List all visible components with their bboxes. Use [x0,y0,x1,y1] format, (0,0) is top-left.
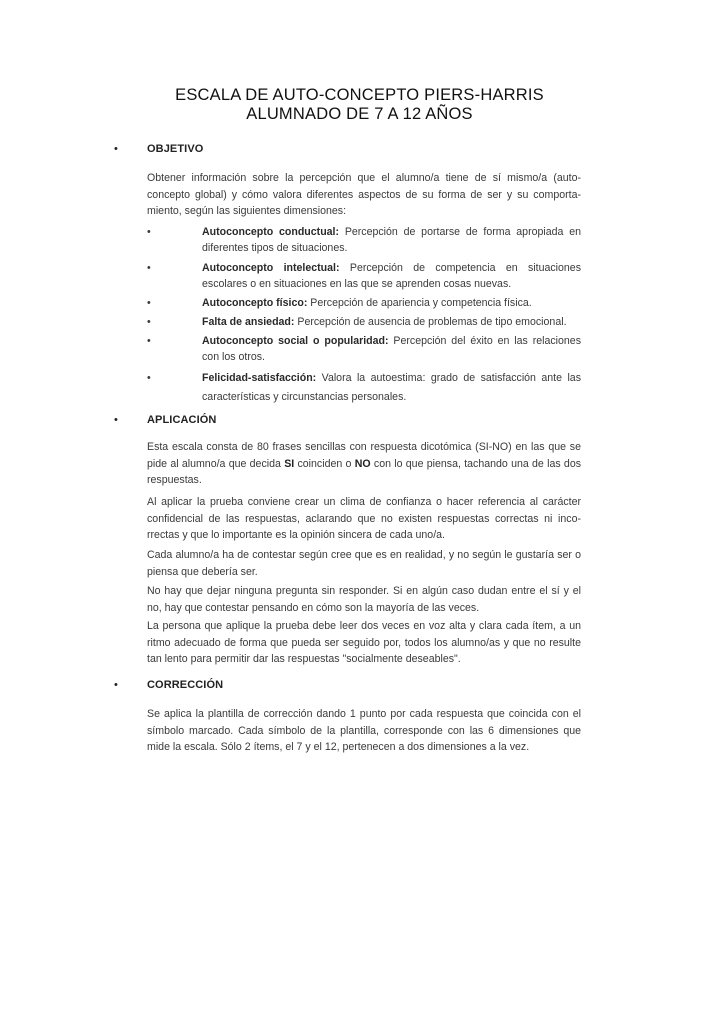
correccion-paragraph: Se aplica la plantilla de corrección dando 1 punto por cada respuesta que coincida con el símbolo marcado. Cada símbolo de la plantilla, corresponde con las 6 dimensiones que mide la escala. Sólo 2 ítems, el 7 y el 12, pertenecen a dos dimensiones a la vez. [147,708,581,754]
dimension-text: Percepción de portarse de forma apropiada en diferentes tipos de situaciones. [202,226,581,254]
bullet-icon: • [147,262,151,274]
bullet-icon: • [147,297,151,309]
dimension-text: Percepción de competencia en situaciones escolares o en situaciones en las que se aprenden cosas nuevas. [202,262,581,290]
aplicacion-paragraph-3: Cada alumno/a ha de contestar según cree que es en realidad, y no según le gustaría ser o piensa que debería ser. [147,549,581,578]
bullet-icon: • [147,316,151,328]
dimension-name: Autoconcepto intelectual: [202,262,340,274]
dimension-text: Percepción de apariencia y competencia física. [307,297,532,309]
aplicacion-paragraph-5: La persona que aplique la prueba debe leer dos veces en voz alta y clara cada ítem, a un ritmo adecuado de forma que pueda ser seguido por, todos los alumno/as y que no resulte tan lento para permitir dar las respuestas "socialmente deseables". [147,620,581,666]
dimension-name: Autoconcepto social o popularidad: [202,335,389,347]
dimension-text: Valora la autoestima: grado de satisfacción ante las características y circunstancias personales. [202,372,581,403]
bullet-icon: • [114,679,118,691]
dimension-text: Percepción del éxito en las relaciones con los otros. [202,335,581,363]
bullet-icon: • [147,372,151,384]
section-heading-correccion [114,679,223,691]
heading-text: CORRECCIÓN [147,679,224,691]
section-heading-objetivo [114,143,203,155]
dimension-item [147,261,581,292]
title-line-2: ALUMNADO DE 7 A 12 AÑOS [246,105,473,123]
aplicacion-paragraph-2: Al aplicar la prueba conviene crear un clima de confianza o hacer referencia al carácter confidencial de las respuestas, aclarando que no existen respuestas correctas ni inco-rrectas y que lo importante es la opinión sincera de cada uno/a. [147,496,581,542]
heading-text: OBJETIVO [147,143,204,155]
section-heading-aplicacion [114,414,216,426]
paragraph-text: con lo que piensa, tachando una de las dos respuestas. [147,457,582,487]
dimension-text: Percepción de ausencia de problemas de tipo emocional. [294,316,567,328]
paragraph-text: coinciden o [294,457,355,470]
bullet-icon: • [147,226,151,238]
aplicacion-paragraph-1 [147,439,581,489]
aplicacion-paragraph-4: No hay que dejar ninguna pregunta sin responder. Si en algún caso dudan entre el sí y el no, hay que contestar pensando en cómo son la mayoría de las veces. [147,585,581,614]
title-line-1: ESCALA DE AUTO-CONCEPTO PIERS-HARRIS [175,86,544,104]
dimension-item [147,296,581,312]
bullet-icon: • [114,143,118,155]
dimension-name: Felicidad-satisfacción: [202,372,317,384]
bullet-icon: • [147,335,151,347]
objetivo-intro: Obtener información sobre la percepción que el alumno/a tiene de sí mismo/a (auto-concepto global) y cómo valora diferentes aspectos de su forma de ser y su comporta-miento, según las siguientes dimensiones: [147,172,581,218]
bullet-icon: • [114,414,118,426]
dimension-item [147,369,581,407]
heading-text: APLICACIÓN [147,414,217,426]
dimension-name: Falta de ansiedad: [202,316,295,328]
dimension-item [147,315,581,331]
si-emphasis: SI [284,457,295,470]
dimension-item [147,334,581,365]
dimension-item [147,225,581,256]
no-emphasis: NO [354,457,371,470]
document-title [0,86,719,124]
dimension-name: Autoconcepto conductual: [202,226,340,238]
paragraph-text: Esta escala consta de 80 frases sencillas con respuesta dicotómica (SI-NO) en las que se pide al alumno/a que decida [147,441,581,470]
dimension-name: Autoconcepto físico: [202,297,308,309]
